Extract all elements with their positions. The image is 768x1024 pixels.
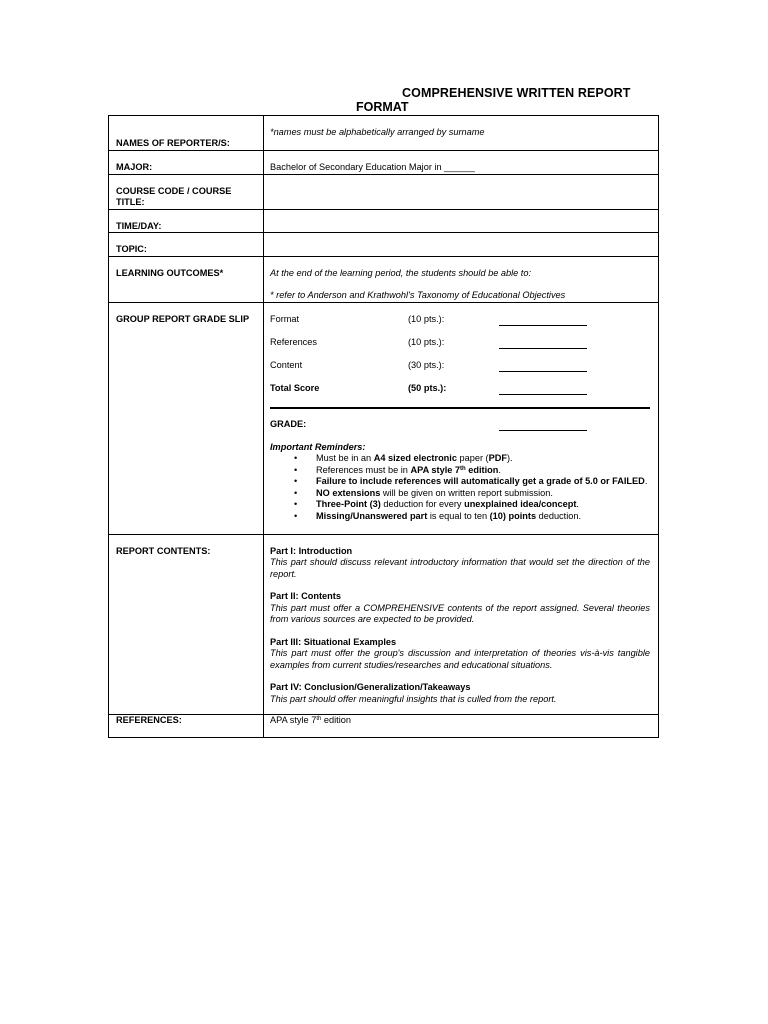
document-title-line1: COMPREHENSIVE WRITTEN REPORT [402,86,631,100]
references-label: REFERENCES: [109,714,264,737]
grade-final: GRADE: [270,419,650,431]
major-value: Bachelor of Secondary Education Major in ______ [264,151,659,175]
divider [270,407,650,409]
grade-slip-row [109,302,659,534]
contents-row [109,534,659,714]
reminder-item: • Failure to include references will automatically get a grade of 5.0 or FAILED. [316,476,650,488]
outcomes-row [109,256,659,302]
part-2: Part II: Contents This part must offer a COMPREHENSIVE contents of the report assigned. Several theories from various sources are expected to be provided. [270,591,650,624]
time-value [264,209,659,233]
grade-item-content: Content (30 pts.): [270,360,650,372]
grade-slip-value [264,302,659,534]
references-value: APA style 7th edition [264,714,659,737]
score-blank[interactable] [499,337,587,349]
score-blank[interactable] [499,360,587,372]
part-3: Part III: Situational Examples This part must offer the group's discussion and interpretation of theories vis-à-vis tangible examples from current studies/researches and educational situations. [270,636,650,670]
reminder-item: • Missing/Unanswered part is equal to ten (10) points deduction. [316,511,650,523]
names-row [109,116,659,151]
score-blank[interactable] [499,314,587,326]
course-row [109,174,659,209]
contents-label: REPORT CONTENTS: [109,534,264,714]
names-value: *names must be alphabetically arranged by surname [264,116,659,151]
outcomes-line2: * refer to Anderson and Krathwohl's Taxonomy of Educational Objectives [270,290,566,300]
major-label: MAJOR: [109,151,264,175]
outcomes-line1: At the end of the learning period, the students should be able to: [270,267,532,278]
part-4: Part IV: Conclusion/Generalization/Takeaways This part should offer meaningful insights that is culled from the report. [270,682,557,704]
reminder-item: • References must be in APA style 7th edition. [316,465,650,477]
reminders-list [270,453,650,522]
topic-row [109,233,659,257]
reminders-title: Important Reminders: [270,441,366,452]
reminder-item: • Must be in an A4 sized electronic paper (PDF). [316,453,650,465]
document-title-line2: FORMAT [356,100,409,114]
part-1: Part I: Introduction This part should discuss relevant introductory information that would set the direction of the report. [270,545,650,579]
major-row [109,151,659,175]
course-label: COURSE CODE / COURSE TITLE: [109,174,264,209]
grade-total: Total Score (50 pts.): [270,383,650,395]
names-label: NAMES OF REPORTER/S: [109,116,264,151]
grade-item-references: References (10 pts.): [270,337,650,349]
reminder-item: • Three-Point (3) deduction for every unexplained idea/concept. [316,499,650,511]
course-value [264,174,659,209]
outcomes-label: LEARNING OUTCOMES* [109,256,264,302]
topic-value [264,233,659,257]
score-blank[interactable] [499,383,587,395]
report-format-table [108,115,659,738]
references-row [109,714,659,737]
outcomes-value [264,256,659,302]
contents-value [264,534,659,714]
time-row [109,209,659,233]
grade-item-format: Format (10 pts.): [270,314,650,326]
reminder-item: • NO extensions will be given on written report submission. [316,488,650,500]
time-label: TIME/DAY: [109,209,264,233]
grade-blank[interactable] [499,419,587,431]
topic-label: TOPIC: [109,233,264,257]
grade-slip-label: GROUP REPORT GRADE SLIP [109,302,264,534]
